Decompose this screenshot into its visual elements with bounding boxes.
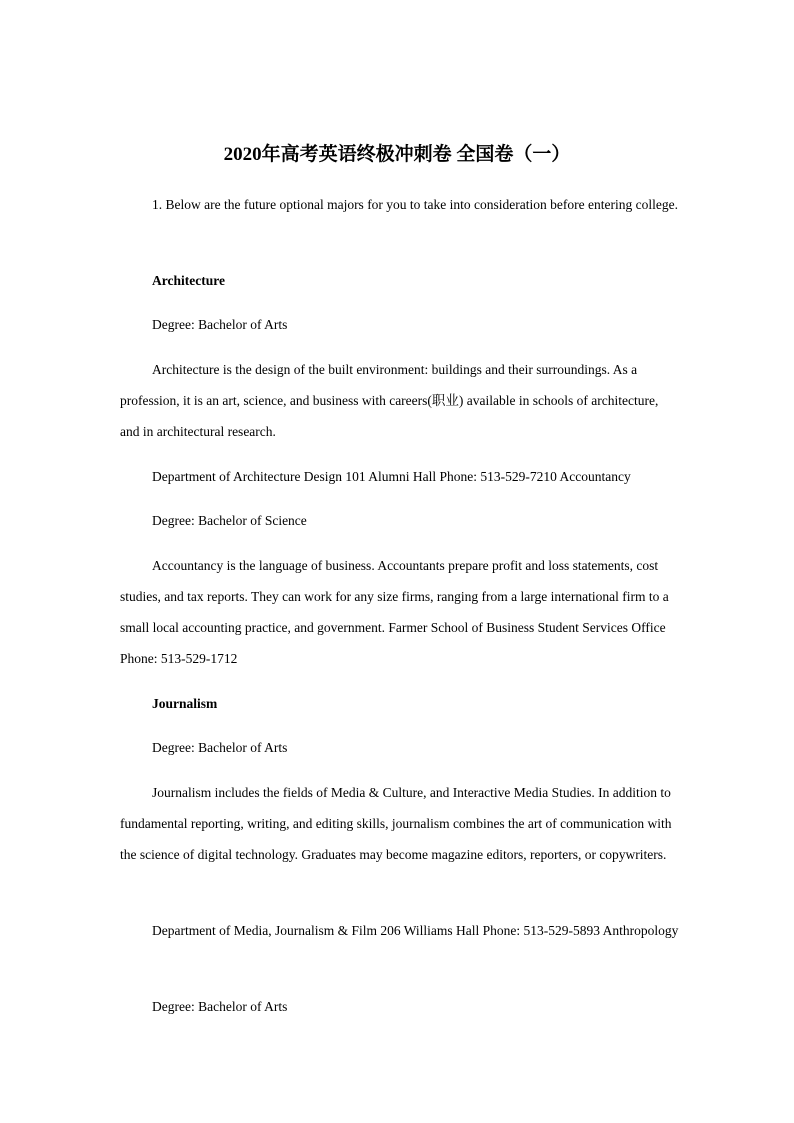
architecture-description: Architecture is the design of the built environment: buildings and their surroundings. As a profession, it is an art, science, and business with careers(职业) available in schools of architecture, and in architectural research.: [120, 362, 659, 439]
question-intro-paragraph: 1. Below are the future optional majors for you to take into consideration before entering college.: [152, 197, 678, 212]
accountancy-description: Accountancy is the language of business. Accountants prepare profit and loss statements, cost studies, and tax reports. They can work for any size firms, ranging from a large international firm to a small local accounting practice, and government. Farmer School of Business Student Services Office Phone: 513-529-1712: [120, 558, 669, 666]
journalism-degree: Degree: Bachelor of Arts: [152, 740, 288, 755]
architecture-degree: Degree: Bachelor of Arts: [152, 317, 288, 332]
architecture-department-contact: Department of Architecture Design 101 Alumni Hall Phone: 513-529-7210 Accountancy: [152, 469, 631, 484]
document-title: 2020年高考英语终极冲刺卷 全国卷（一）: [223, 144, 571, 165]
section-heading-journalism: Journalism: [152, 696, 218, 711]
journalism-department-contact: Department of Media, Journalism & Film 206 Williams Hall Phone: 513-529-5893 Anthropology: [152, 923, 679, 938]
section-heading-architecture: Architecture: [152, 273, 225, 288]
accountancy-degree: Degree: Bachelor of Science: [152, 513, 307, 528]
journalism-description: Journalism includes the fields of Media & Culture, and Interactive Media Studies. In addition to fundamental reporting, writing, and editing skills, journalism combines the art of communication with the science of digital technology. Graduates may become magazine editors, reporters, or copywriters.: [120, 785, 672, 862]
anthropology-degree: Degree: Bachelor of Arts: [152, 999, 288, 1014]
